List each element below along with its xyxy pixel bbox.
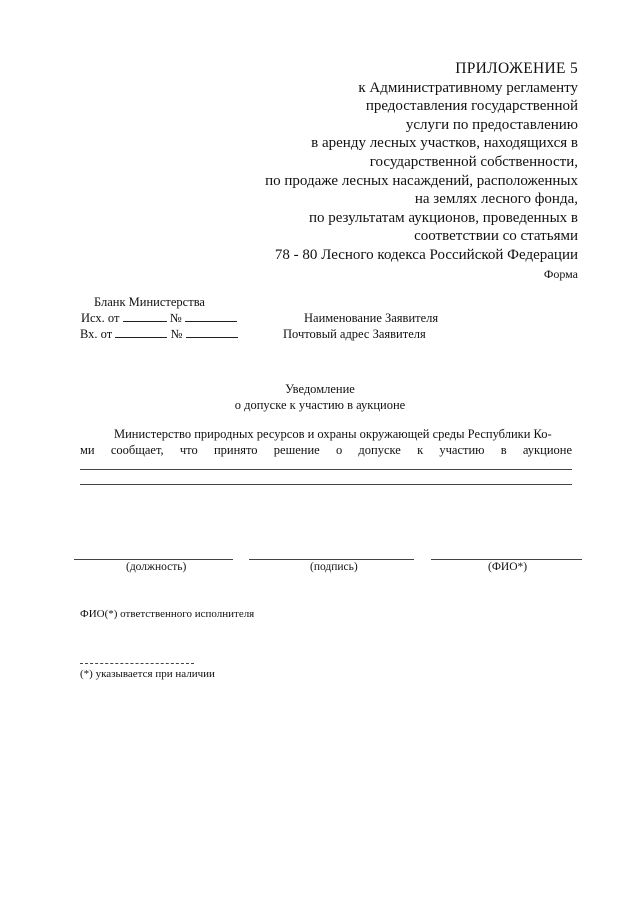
- annex-line: предоставления государственной: [365, 98, 578, 115]
- body-word: участию: [439, 443, 485, 457]
- auction-fill-line-1[interactable]: [80, 469, 572, 470]
- incoming-ref: [80, 326, 238, 342]
- annex-line: государственной собственности,: [369, 153, 578, 170]
- number-sign: №: [169, 311, 182, 325]
- applicant-block: [283, 310, 438, 342]
- outgoing-prefix: Исх. от: [81, 311, 120, 325]
- signature-line[interactable]: [249, 559, 414, 560]
- body-word: сообщает,: [110, 443, 164, 457]
- annex-line: соответствии со статьями: [414, 228, 578, 245]
- incoming-date-blank[interactable]: [115, 326, 167, 338]
- body-word: в: [500, 443, 507, 457]
- footnote-separator: [80, 663, 194, 664]
- responsible-executor-label: ФИО(*) ответственного исполнителя: [80, 608, 255, 620]
- annex-title: ПРИЛОЖЕНИЕ 5: [455, 60, 578, 77]
- notice-title: Уведомление: [285, 382, 355, 396]
- outgoing-number-blank[interactable]: [185, 310, 237, 322]
- annex-line: на землях лесного фонда,: [414, 191, 578, 208]
- auction-fill-line-2[interactable]: [80, 484, 572, 485]
- annex-line: по продаже лесных насаждений, расположенных: [265, 172, 578, 189]
- applicant-address: Почтовый адрес Заявителя: [283, 327, 426, 341]
- annex-line: 78 - 80 Лесного кодекса Российской Федерации: [274, 246, 578, 263]
- form-label: Форма: [543, 267, 578, 281]
- number-sign: №: [170, 327, 183, 341]
- body-line-1: Министерство природных ресурсов и охраны окружающей среды Республики Ко-: [114, 427, 552, 441]
- body-word: что: [179, 443, 198, 457]
- position-label: (должность): [126, 561, 187, 573]
- incoming-prefix: Вх. от: [80, 327, 113, 341]
- fio-label: (ФИО*): [488, 561, 528, 573]
- notice-heading: [0, 381, 640, 413]
- notice-subtitle: о допуске к участию в аукционе: [234, 398, 406, 412]
- annex-header: [265, 60, 578, 265]
- body-word: аукционе: [522, 443, 572, 457]
- signature-label: (подпись): [310, 561, 358, 573]
- fio-signature-line[interactable]: [431, 559, 582, 560]
- outgoing-ref: [80, 310, 238, 326]
- incoming-number-blank[interactable]: [186, 326, 238, 338]
- body-word: решение: [273, 443, 320, 457]
- ministry-blank-label: Бланк Министерства: [94, 295, 205, 309]
- applicant-name: Наименование Заявителя: [304, 311, 439, 325]
- outgoing-date-blank[interactable]: [123, 310, 167, 322]
- notice-body: [80, 426, 572, 458]
- annex-line: по результатам аукционов, проведенных в: [308, 209, 578, 226]
- body-word: о: [335, 443, 343, 457]
- body-word: к: [417, 443, 424, 457]
- annex-line: в аренду лесных участков, находящихся в: [311, 135, 578, 152]
- body-word: принято: [213, 443, 258, 457]
- body-line-2: [80, 442, 572, 458]
- body-word: допуске: [358, 443, 401, 457]
- ministry-block: [80, 294, 238, 342]
- position-signature-line[interactable]: [74, 559, 233, 560]
- footnote-text: (*) указывается при наличии: [80, 668, 215, 680]
- body-word: ми: [80, 443, 95, 457]
- annex-line: к Административному регламенту: [358, 79, 578, 96]
- annex-line: услуги по предоставлению: [405, 116, 578, 133]
